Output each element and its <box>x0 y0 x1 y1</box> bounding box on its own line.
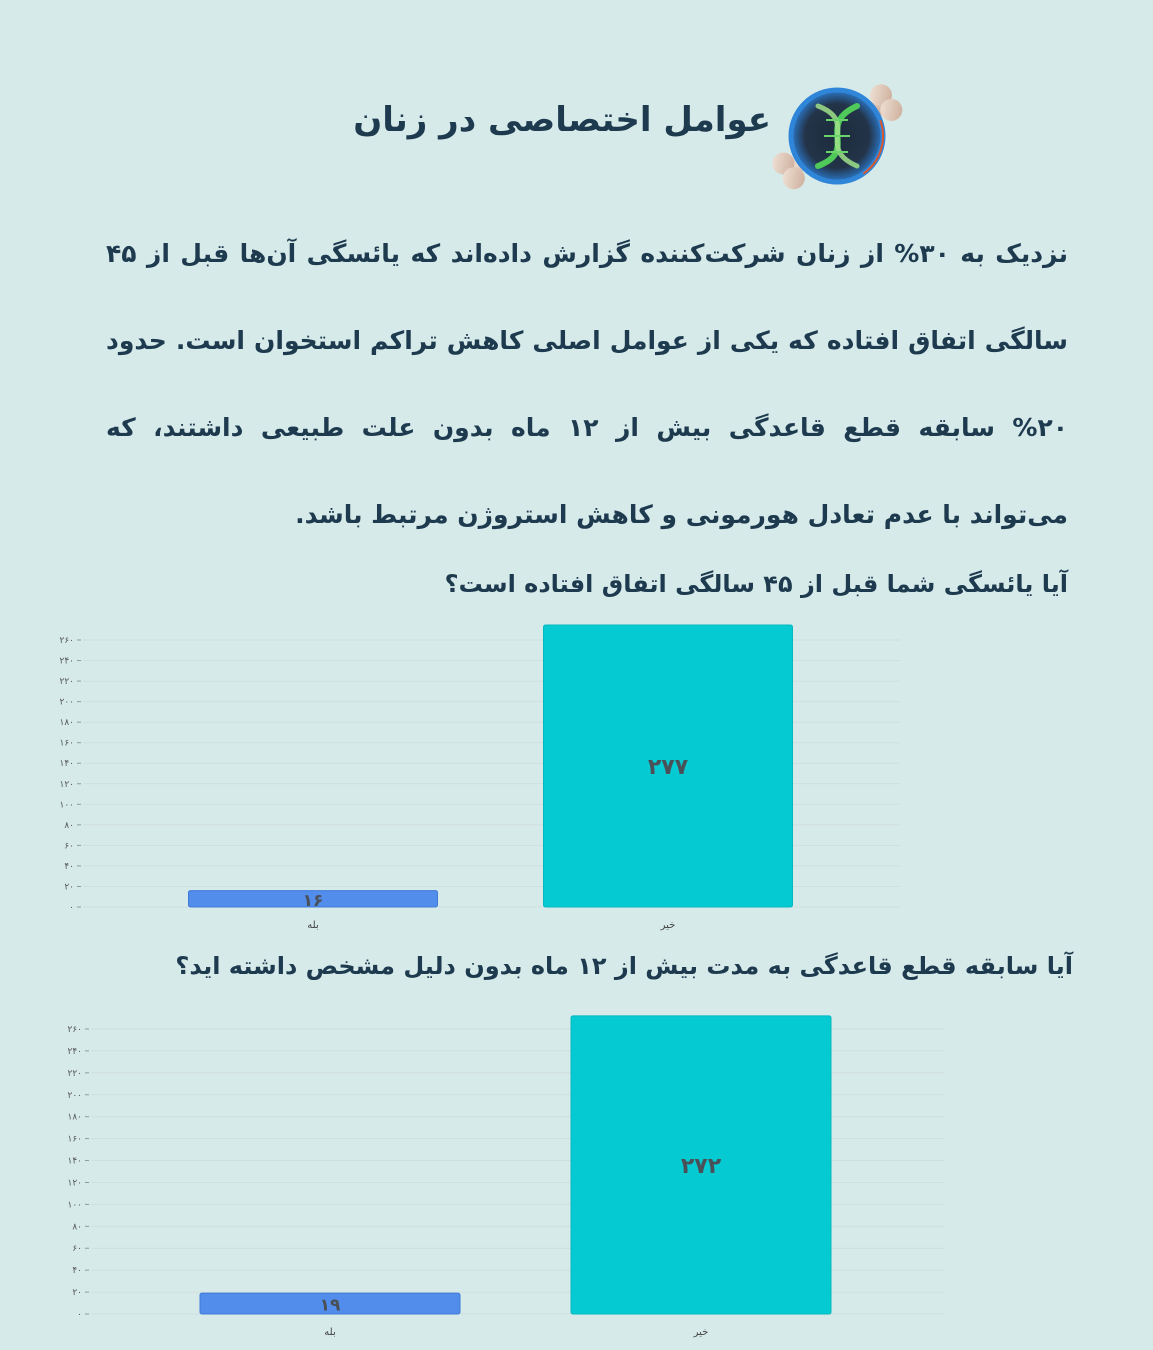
y-tick-label: ۲۶۰ <box>67 1025 82 1035</box>
y-tick-label: ۲۰۰ <box>59 697 74 708</box>
y-tick-label: ۱۴۰ <box>59 759 74 770</box>
y-tick-label: ۱۲۰ <box>67 1178 82 1189</box>
y-tick-label: ۱۲۰ <box>59 779 74 790</box>
question-1: آیا یائسگی شما قبل از ۴۵ سالگی اتفاق افتاده است؟ <box>444 570 1068 598</box>
y-tick-label: ۱۶۰ <box>59 738 74 749</box>
y-tick-label: ۱۰۰ <box>59 800 74 811</box>
bar-value-label: ۱۹ <box>319 1295 341 1316</box>
y-tick-label: ۴۰ <box>72 1266 82 1277</box>
category-label: خیر <box>693 1327 709 1338</box>
y-tick-label: ۱۶۰ <box>67 1134 82 1145</box>
y-tick-label: ۲۲۰ <box>67 1068 82 1079</box>
bar-value-label: ۱۶ <box>302 890 324 911</box>
y-tick-label: ۶۰ <box>64 841 74 852</box>
category-label: خیر <box>660 920 676 931</box>
question-2: آیا سابقه قطع قاعدگی به مدت بیش از ۱۲ ماه بدون دلیل مشخص داشته اید؟ <box>175 952 1073 980</box>
y-tick-label: ۸۰ <box>64 820 74 831</box>
y-tick-label: ۲۴۰ <box>67 1046 82 1057</box>
y-tick-label: ۲۶۰ <box>59 636 74 646</box>
y-tick-label: ۱۸۰ <box>59 718 74 729</box>
summary-paragraph: نزدیک به ۳۰% از زنان شرکت‌کننده گزارش داده‌اند که یائسگی آن‌ها قبل از ۴۵ سالگی اتفاق افتاده که یکی از عوامل اصلی کاهش تراکم استخوان است. حدود ۲۰% سابقه قطع قاعدگی بیش از ۱۲ ماه بدون علت طبیعی داشتند، که می‌تواند با عدم تعادل هورمونی و کاهش استروژن مرتبط باشد. <box>106 239 1068 529</box>
y-tick-label: ۲۰ <box>64 882 74 893</box>
y-tick-label: ۸۰ <box>72 1222 82 1233</box>
y-tick-label: ۲۲۰ <box>59 677 74 688</box>
y-tick-label: ۲۰۰ <box>67 1090 82 1101</box>
y-tick-label: ۰ <box>69 903 74 913</box>
page-title: عوامل اختصاصی در زنان <box>353 100 771 140</box>
y-tick-label: ۱۰۰ <box>67 1200 82 1211</box>
y-tick-label: ۱۴۰ <box>67 1156 82 1167</box>
category-label: بله <box>324 1327 336 1338</box>
y-tick-label: ۲۴۰ <box>59 656 74 667</box>
y-tick-label: ۱۸۰ <box>67 1112 82 1123</box>
y-tick-label: ۶۰ <box>72 1244 82 1255</box>
y-tick-label: ۰ <box>77 1310 82 1320</box>
y-tick-label: ۴۰ <box>64 861 74 872</box>
y-tick-label: ۲۰ <box>72 1288 82 1299</box>
bar-value-label: ۲۷۲ <box>680 1153 722 1179</box>
category-label: بله <box>307 920 319 931</box>
bar-value-label: ۲۷۷ <box>647 755 689 780</box>
